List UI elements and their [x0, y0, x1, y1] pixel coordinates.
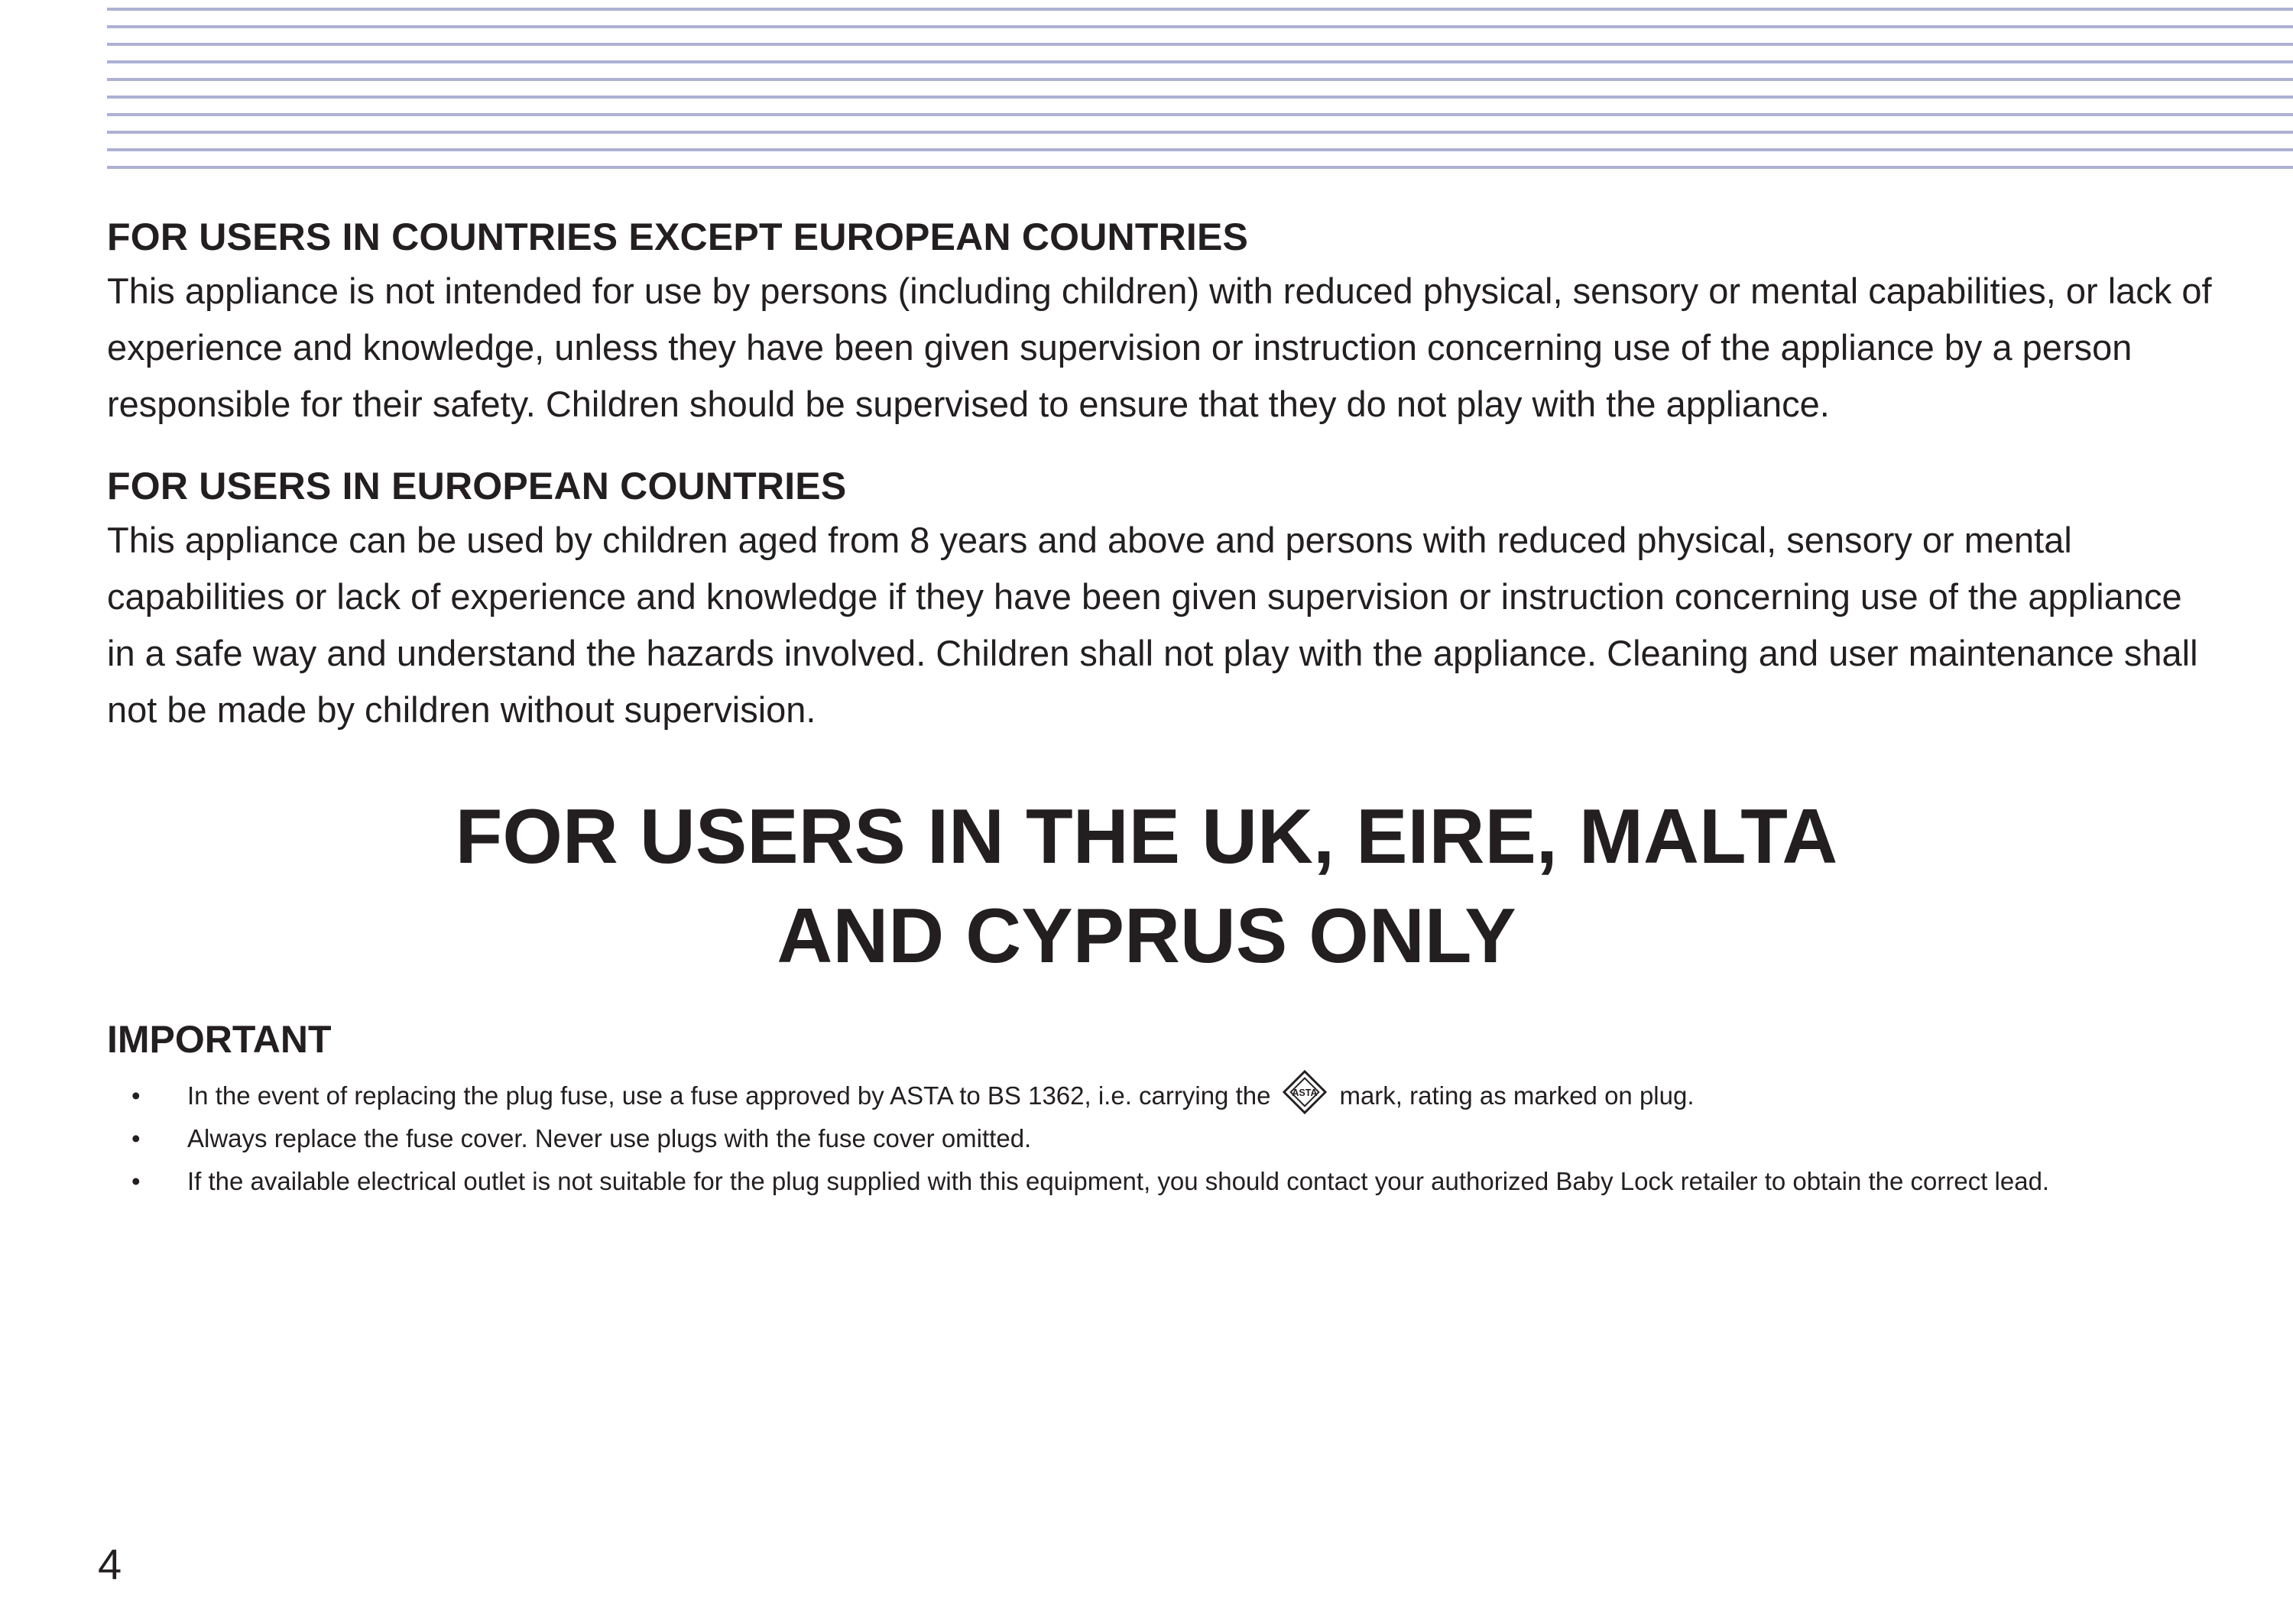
list-item-text: mark, rating as marked on plug. — [1339, 1081, 1695, 1110]
list-item — [107, 1075, 2282, 1117]
header-rule — [107, 131, 2293, 134]
asta-mark-icon — [1283, 1070, 1327, 1114]
header-rule — [107, 43, 2293, 46]
asta-mark-label: ASTA — [1292, 1088, 1318, 1099]
header-rule — [107, 25, 2293, 28]
list-item — [107, 1117, 2282, 1160]
section-heading: FOR USERS IN EUROPEAN COUNTRIES — [107, 465, 847, 507]
header-rule — [107, 78, 2293, 81]
important-list — [107, 1075, 2217, 1203]
uk-title-line-2: AND CYPRUS ONLY — [777, 893, 1516, 979]
list-item-text: If the available electrical outlet is not suitable for the plug supplied with this equipment, you should contact your authorized Baby Lock retailer to obtain the correct lead. — [187, 1167, 2050, 1195]
list-item — [107, 1160, 2282, 1203]
section-body: This appliance is not intended for use by persons (including children) with reduced physical, sensory or mental capabilities, or lack of experience and knowledge, unless they have been given supervision or instruction concerning use of the appliance by a person responsible for their safety. Children should be supervised to ensure that they do not play with the appliance. — [107, 271, 2212, 424]
uk-title-line-1: FOR USERS IN THE UK, EIRE, MALTA — [455, 794, 1838, 880]
header-rule — [107, 148, 2293, 151]
bullet-icon: • — [131, 1081, 141, 1110]
header-rule — [107, 96, 2293, 99]
important-block — [107, 1016, 2217, 1203]
important-heading: IMPORTANT — [107, 1018, 332, 1061]
header-rule — [107, 60, 2293, 63]
page-number: 4 — [98, 1540, 122, 1588]
uk-title — [0, 787, 2293, 986]
header-rules — [107, 0, 2293, 176]
bullet-icon: • — [131, 1124, 141, 1152]
section-body: This appliance can be used by children aged from 8 years and above and persons with reduced physical, sensory or mental capabilities or lack of experience and knowledge if they have been given supervision or instruction concerning use of the appliance in a safe way and understand the hazards involved. Children shall not play with the appliance. Cleaning and user maintenance shall not be made by children without supervision. — [107, 520, 2198, 730]
header-rule — [107, 8, 2293, 11]
list-item-text: Always replace the fuse cover. Never use plugs with the fuse cover omitted. — [187, 1124, 1032, 1152]
header-rule — [107, 113, 2293, 116]
header-rule — [107, 166, 2293, 169]
safety-sections — [107, 214, 2217, 738]
section-non-european — [107, 214, 2217, 433]
section-heading: FOR USERS IN COUNTRIES EXCEPT EUROPEAN COUNTRIES — [107, 216, 1249, 258]
bullet-icon: • — [131, 1167, 141, 1195]
list-item-text: In the event of replacing the plug fuse, use a fuse approved by ASTA to BS 1362, i.e. carrying the — [187, 1081, 1271, 1110]
section-european — [107, 463, 2217, 738]
